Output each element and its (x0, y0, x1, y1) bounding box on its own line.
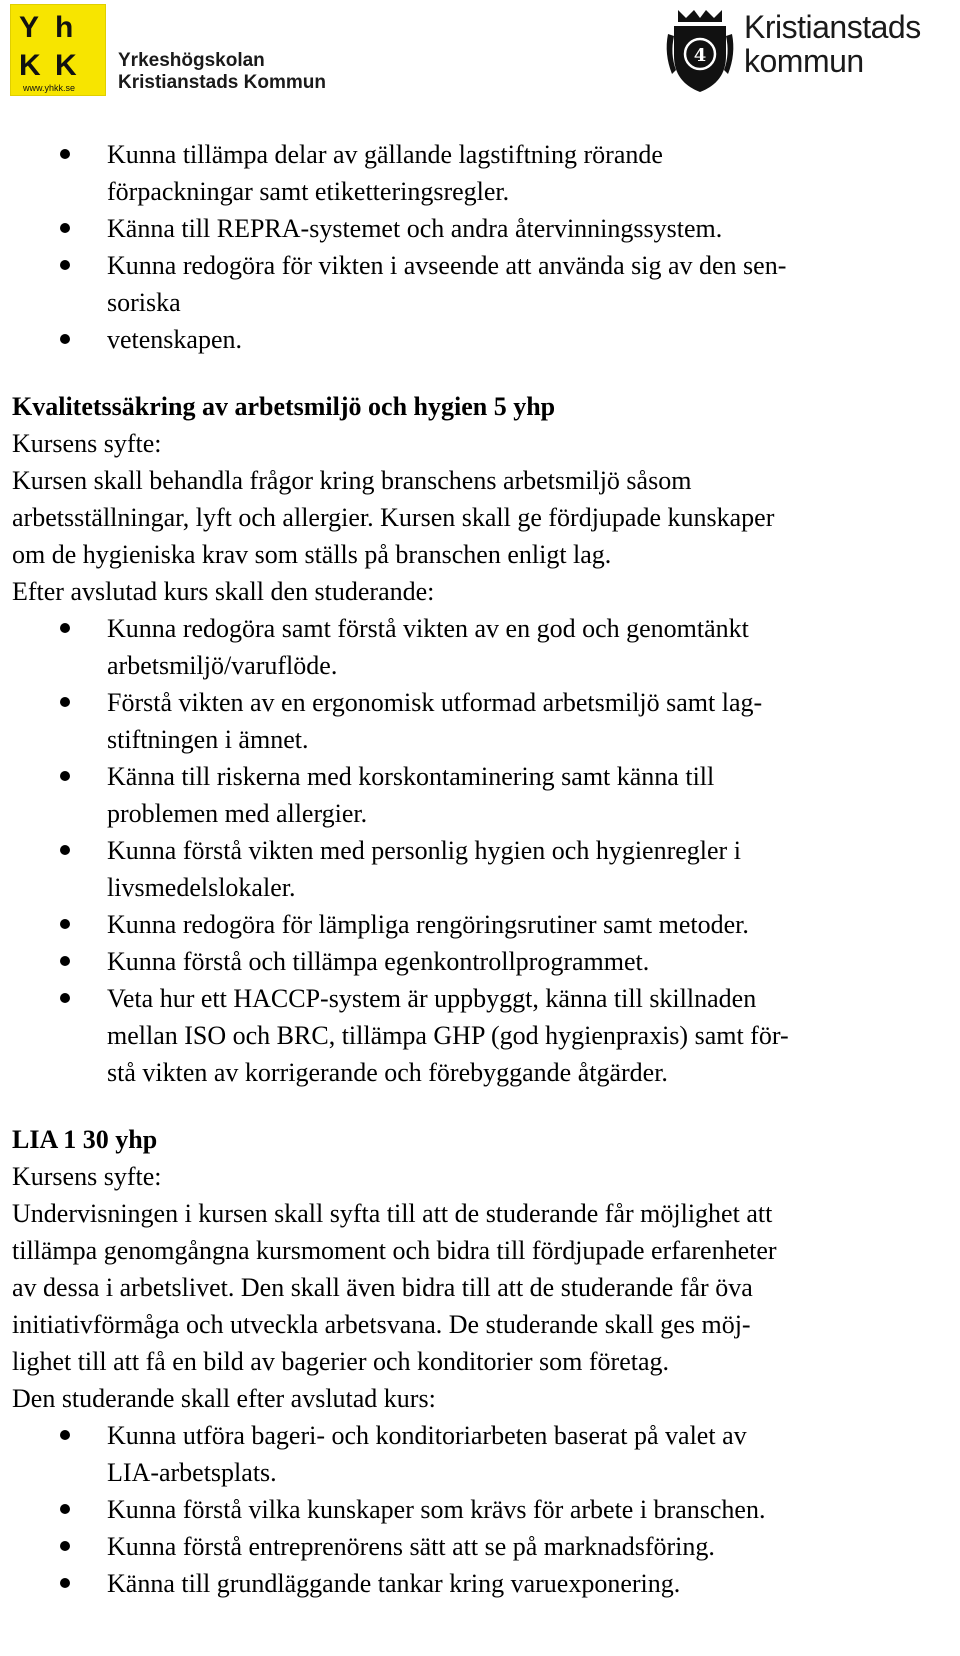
list-item-line: Kunna redogöra för vikten i avseende att använda sig av den sen- (107, 251, 787, 280)
list-item (12, 684, 952, 758)
list-item (12, 1528, 952, 1565)
paragraph-line: arbetsställningar, lyft och allergier. Kursen skall ge fördjupade kunskaper (12, 503, 775, 532)
list-item-line: soriska (107, 288, 181, 317)
list-item (12, 1491, 952, 1528)
list-item-line: förpackningar samt etiketteringsregler. (107, 177, 510, 206)
list-item-line: arbetsmiljö/varuflöde. (107, 651, 338, 680)
list-item-line: Kunna förstå vilka kunskaper som krävs för arbete i branschen. (107, 1495, 766, 1524)
bullet-icon (60, 845, 70, 855)
document-body (12, 136, 952, 1602)
list-item (12, 610, 952, 684)
bullet-icon (60, 223, 70, 233)
bullet-icon (60, 1504, 70, 1514)
bullet-icon (60, 149, 70, 159)
list-item (12, 136, 952, 210)
bullet-icon (60, 1578, 70, 1588)
list-item (12, 906, 952, 943)
list-item-line: Veta hur ett HACCP-system är uppbyggt, känna till skillnaden (107, 984, 757, 1013)
list-item-line: Kunna redogöra för lämpliga rengöringsrutiner samt metoder. (107, 910, 749, 939)
kk-organization-name (744, 10, 921, 78)
list-item-line: problemen med allergier. (107, 799, 368, 828)
yh-logo (10, 4, 106, 96)
yh-logo-letter: h (55, 11, 74, 44)
kk-name-line: Kristianstads (744, 9, 921, 45)
purpose-label: Kursens syfte: (12, 1162, 162, 1191)
list-item-line: Kunna utföra bageri- och konditoriarbeten baserat på valet av (107, 1421, 747, 1450)
list-item-line: Känna till riskerna med korskontaminering samt känna till (107, 762, 715, 791)
bullet-icon (60, 334, 70, 344)
list-item-line: Kunna tillämpa delar av gällande lagstiftning rörande (107, 140, 663, 169)
list-item-line: livsmedelslokaler. (107, 873, 296, 902)
section1-outcomes-list (12, 610, 952, 1091)
svg-text:4: 4 (693, 45, 707, 66)
list-item (12, 832, 952, 906)
after-course-label: Den studerande skall efter avslutad kurs: (12, 1384, 436, 1413)
yh-organization-name (118, 50, 326, 94)
list-item-line: mellan ISO och BRC, tillämpa GHP (god hygienpraxis) samt för- (107, 1021, 789, 1050)
paragraph-line: av dessa i arbetslivet. Den skall även bidra till att de studerande får öva (12, 1273, 753, 1302)
bullet-icon (60, 623, 70, 633)
yh-name-line: Kristianstads Kommun (118, 72, 326, 93)
list-item-line: Kunna redogöra samt förstå vikten av en god och genomtänkt (107, 614, 749, 643)
paragraph-line: Undervisningen i kursen skall syfta till att de studerande får möjlighet att (12, 1199, 773, 1228)
section-heading: Kvalitetssäkring av arbetsmiljö och hygien 5 yhp (12, 392, 556, 421)
paragraph-line: tillämpa genomgångna kursmoment och bidra till fördjupade erfarenheter (12, 1236, 777, 1265)
bullet-icon (60, 919, 70, 929)
list-item-line: Kunna förstå och tillämpa egenkontrollprogrammet. (107, 947, 650, 976)
list-item-line: Känna till REPRA-systemet och andra återvinningssystem. (107, 214, 723, 243)
purpose-label: Kursens syfte: (12, 429, 162, 458)
kristianstad-crest-icon (664, 4, 736, 96)
paragraph-line: lighet till att få en bild av bagerier och konditorier som företag. (12, 1347, 670, 1376)
list-item-line: Kunna förstå vikten med personlig hygien och hygienregler i (107, 836, 741, 865)
paragraph-line: om de hygieniska krav som ställs på branschen enligt lag. (12, 540, 612, 569)
list-item (12, 943, 952, 980)
kk-name-line: kommun (744, 43, 864, 79)
list-item-line: Känna till grundläggande tankar kring varuexponering. (107, 1569, 681, 1598)
bullet-icon (60, 993, 70, 1003)
bullet-icon (60, 956, 70, 966)
section-heading: LIA 1 30 yhp (12, 1125, 158, 1154)
paragraph-line: initiativförmåga och utveckla arbetsvana. De studerande skall ges möj- (12, 1310, 751, 1339)
list-item-line: LIA-arbetsplats. (107, 1458, 277, 1487)
paragraph-line: Kursen skall behandla frågor kring branschens arbetsmiljö såsom (12, 466, 692, 495)
list-item-line: stiftningen i ämnet. (107, 725, 309, 754)
section2-outcomes-list (12, 1417, 952, 1602)
list-item (12, 758, 952, 832)
list-item (12, 1417, 952, 1491)
page-header (0, 0, 960, 110)
yh-logo-url: www.yhkk.se (23, 83, 76, 93)
list-item (12, 247, 952, 321)
list-item-line: stå vikten av korrigerande och förebyggande åtgärder. (107, 1058, 668, 1087)
yh-logo-letter: K (19, 49, 41, 82)
list-item-line: vetenskapen. (107, 325, 243, 354)
bullet-icon (60, 771, 70, 781)
bullet-icon (60, 697, 70, 707)
bullet-icon (60, 260, 70, 270)
list-item (12, 980, 952, 1091)
yh-logo-letter: Y (19, 11, 40, 44)
bullet-icon (60, 1541, 70, 1551)
yh-logo-letter: K (55, 49, 77, 82)
after-course-label: Efter avslutad kurs skall den studerande: (12, 577, 435, 606)
intro-list (12, 136, 952, 358)
list-item (12, 210, 952, 247)
list-item (12, 321, 952, 358)
list-item-line: Förstå vikten av en ergonomisk utformad arbetsmiljö samt lag- (107, 688, 763, 717)
list-item (12, 1565, 952, 1602)
bullet-icon (60, 1430, 70, 1440)
list-item-line: Kunna förstå entreprenörens sätt att se på marknadsföring. (107, 1532, 715, 1561)
yh-name-line: Yrkeshögskolan (118, 50, 265, 71)
